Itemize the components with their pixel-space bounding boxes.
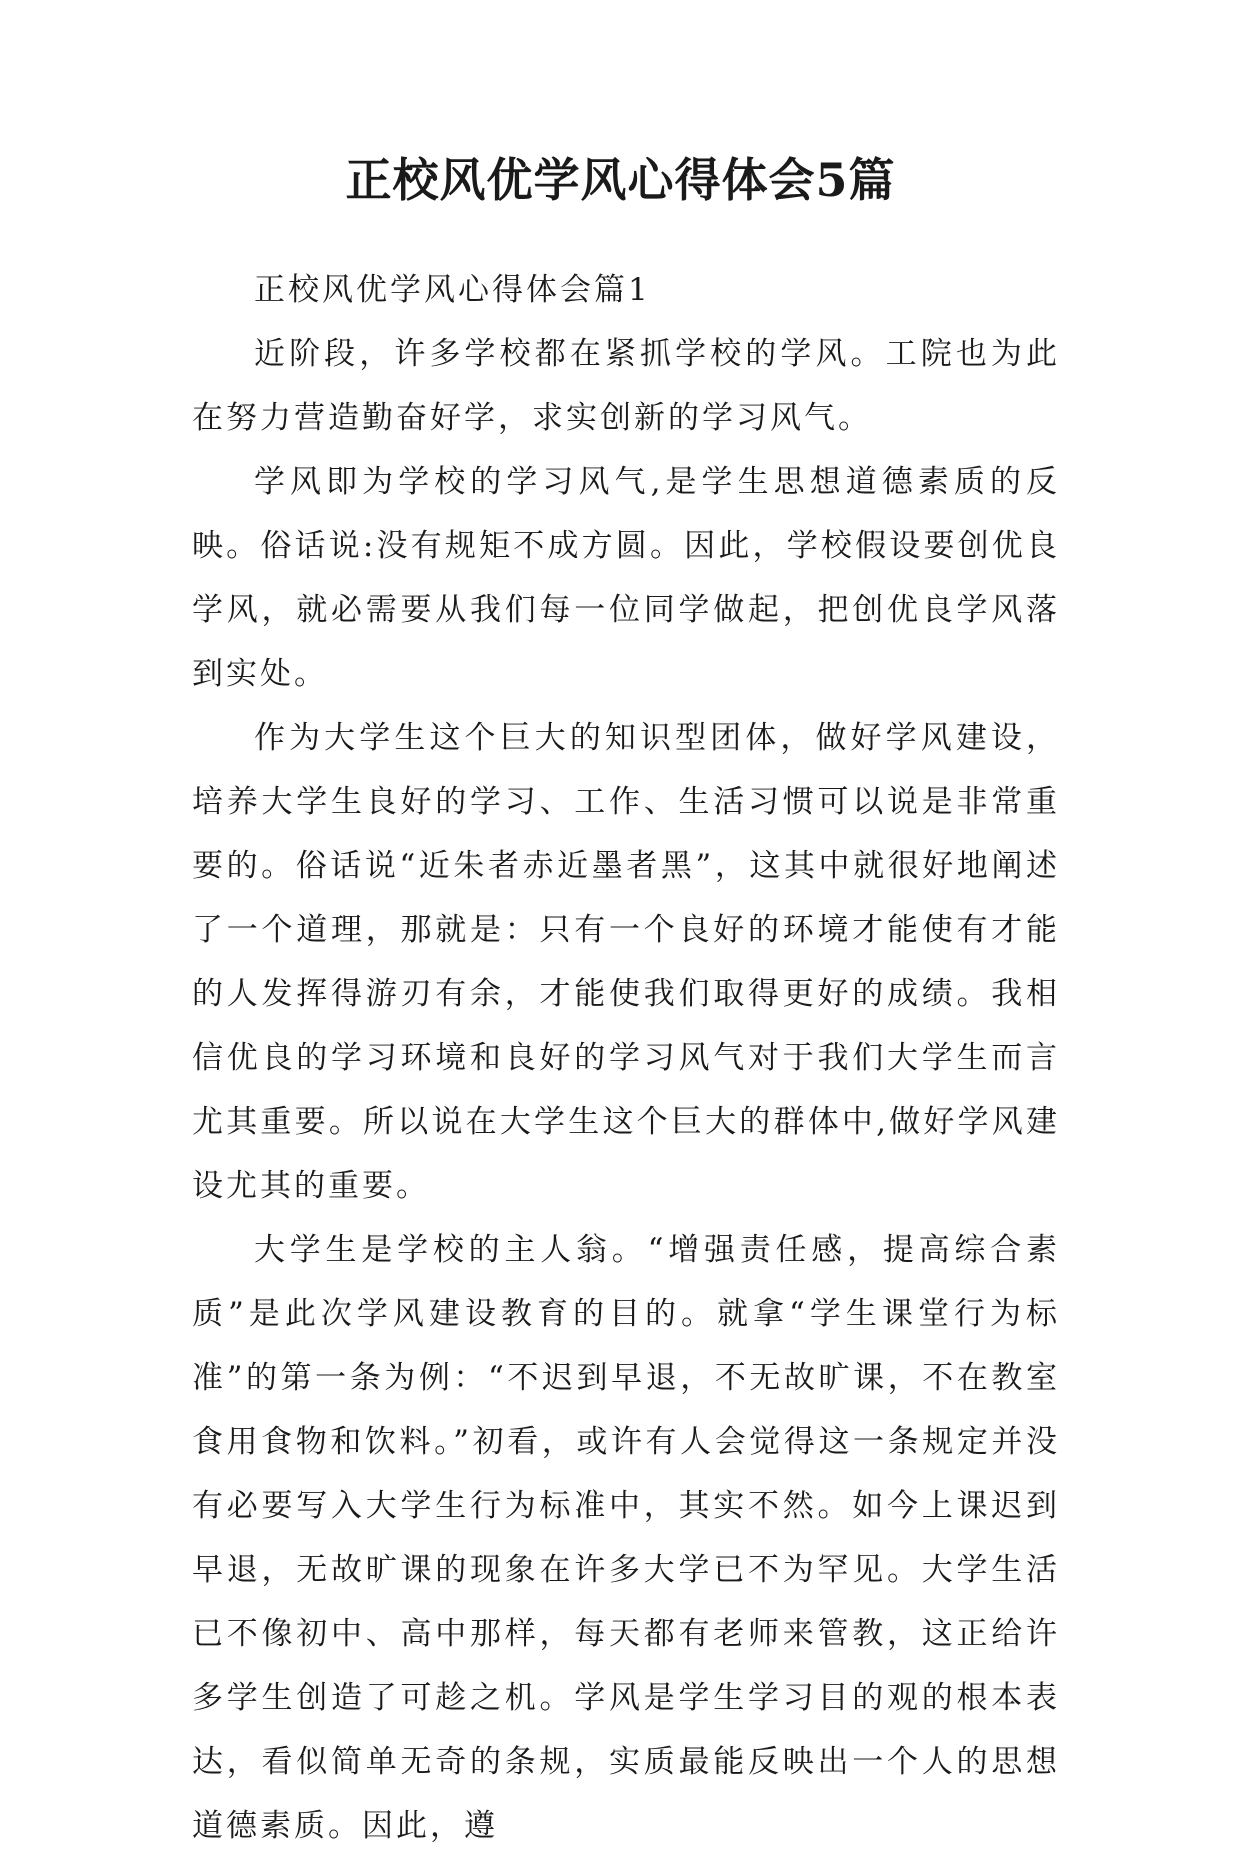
document-body xyxy=(192,258,1060,1858)
paragraph: 学风即为学校的学习风气,是学生思想道德素质的反映。俗话说:没有规矩不成方圆。因此，学校假设要创优良学风，就必需要从我们每一位同学做起，把创优良学风落到实处。 xyxy=(192,464,1060,692)
document-title: 正校风优学风心得体会5篇 xyxy=(345,153,896,207)
paragraph: 大学生是学校的主人翁。“增强责任感，提高综合素质”是此次学风建设教育的目的。就拿“学生课堂行为标准”的第一条为例：“不迟到早退，不无故旷课，不在教室食用食物和饮料。”初看，或许有人会觉得这一条规定并没有必要写入大学生行为标准中，其实不然。如今上课迟到早退，无故旷课的现象在许多大学已不为罕见。大学生活已不像初中、高中那样，每天都有老师来管教，这正给许多学生创造了可趁之机。学风是学生学习目的观的根本表达，看似简单无奇的条规，实质最能反映出一个人的思想道德素质。因此，遵 xyxy=(192,1232,1060,1844)
paragraph: 作为大学生这个巨大的知识型团体，做好学风建设，培养大学生良好的学习、工作、生活习惯可以说是非常重要的。俗话说“近朱者赤近墨者黑”，这其中就很好地阐述了一个道理，那就是：只有一个良好的环境才能使有才能的人发挥得游刃有余，才能使我们取得更好的成绩。我相信优良的学习环境和良好的学习风气对于我们大学生而言尤其重要。所以说在大学生这个巨大的群体中,做好学风建设尤其的重要。 xyxy=(192,720,1060,1204)
section-heading: 正校风优学风心得体会篇1 xyxy=(254,272,651,308)
paragraph: 近阶段，许多学校都在紧抓学校的学风。工院也为此在努力营造勤奋好学，求实创新的学习风气。 xyxy=(192,336,1060,436)
